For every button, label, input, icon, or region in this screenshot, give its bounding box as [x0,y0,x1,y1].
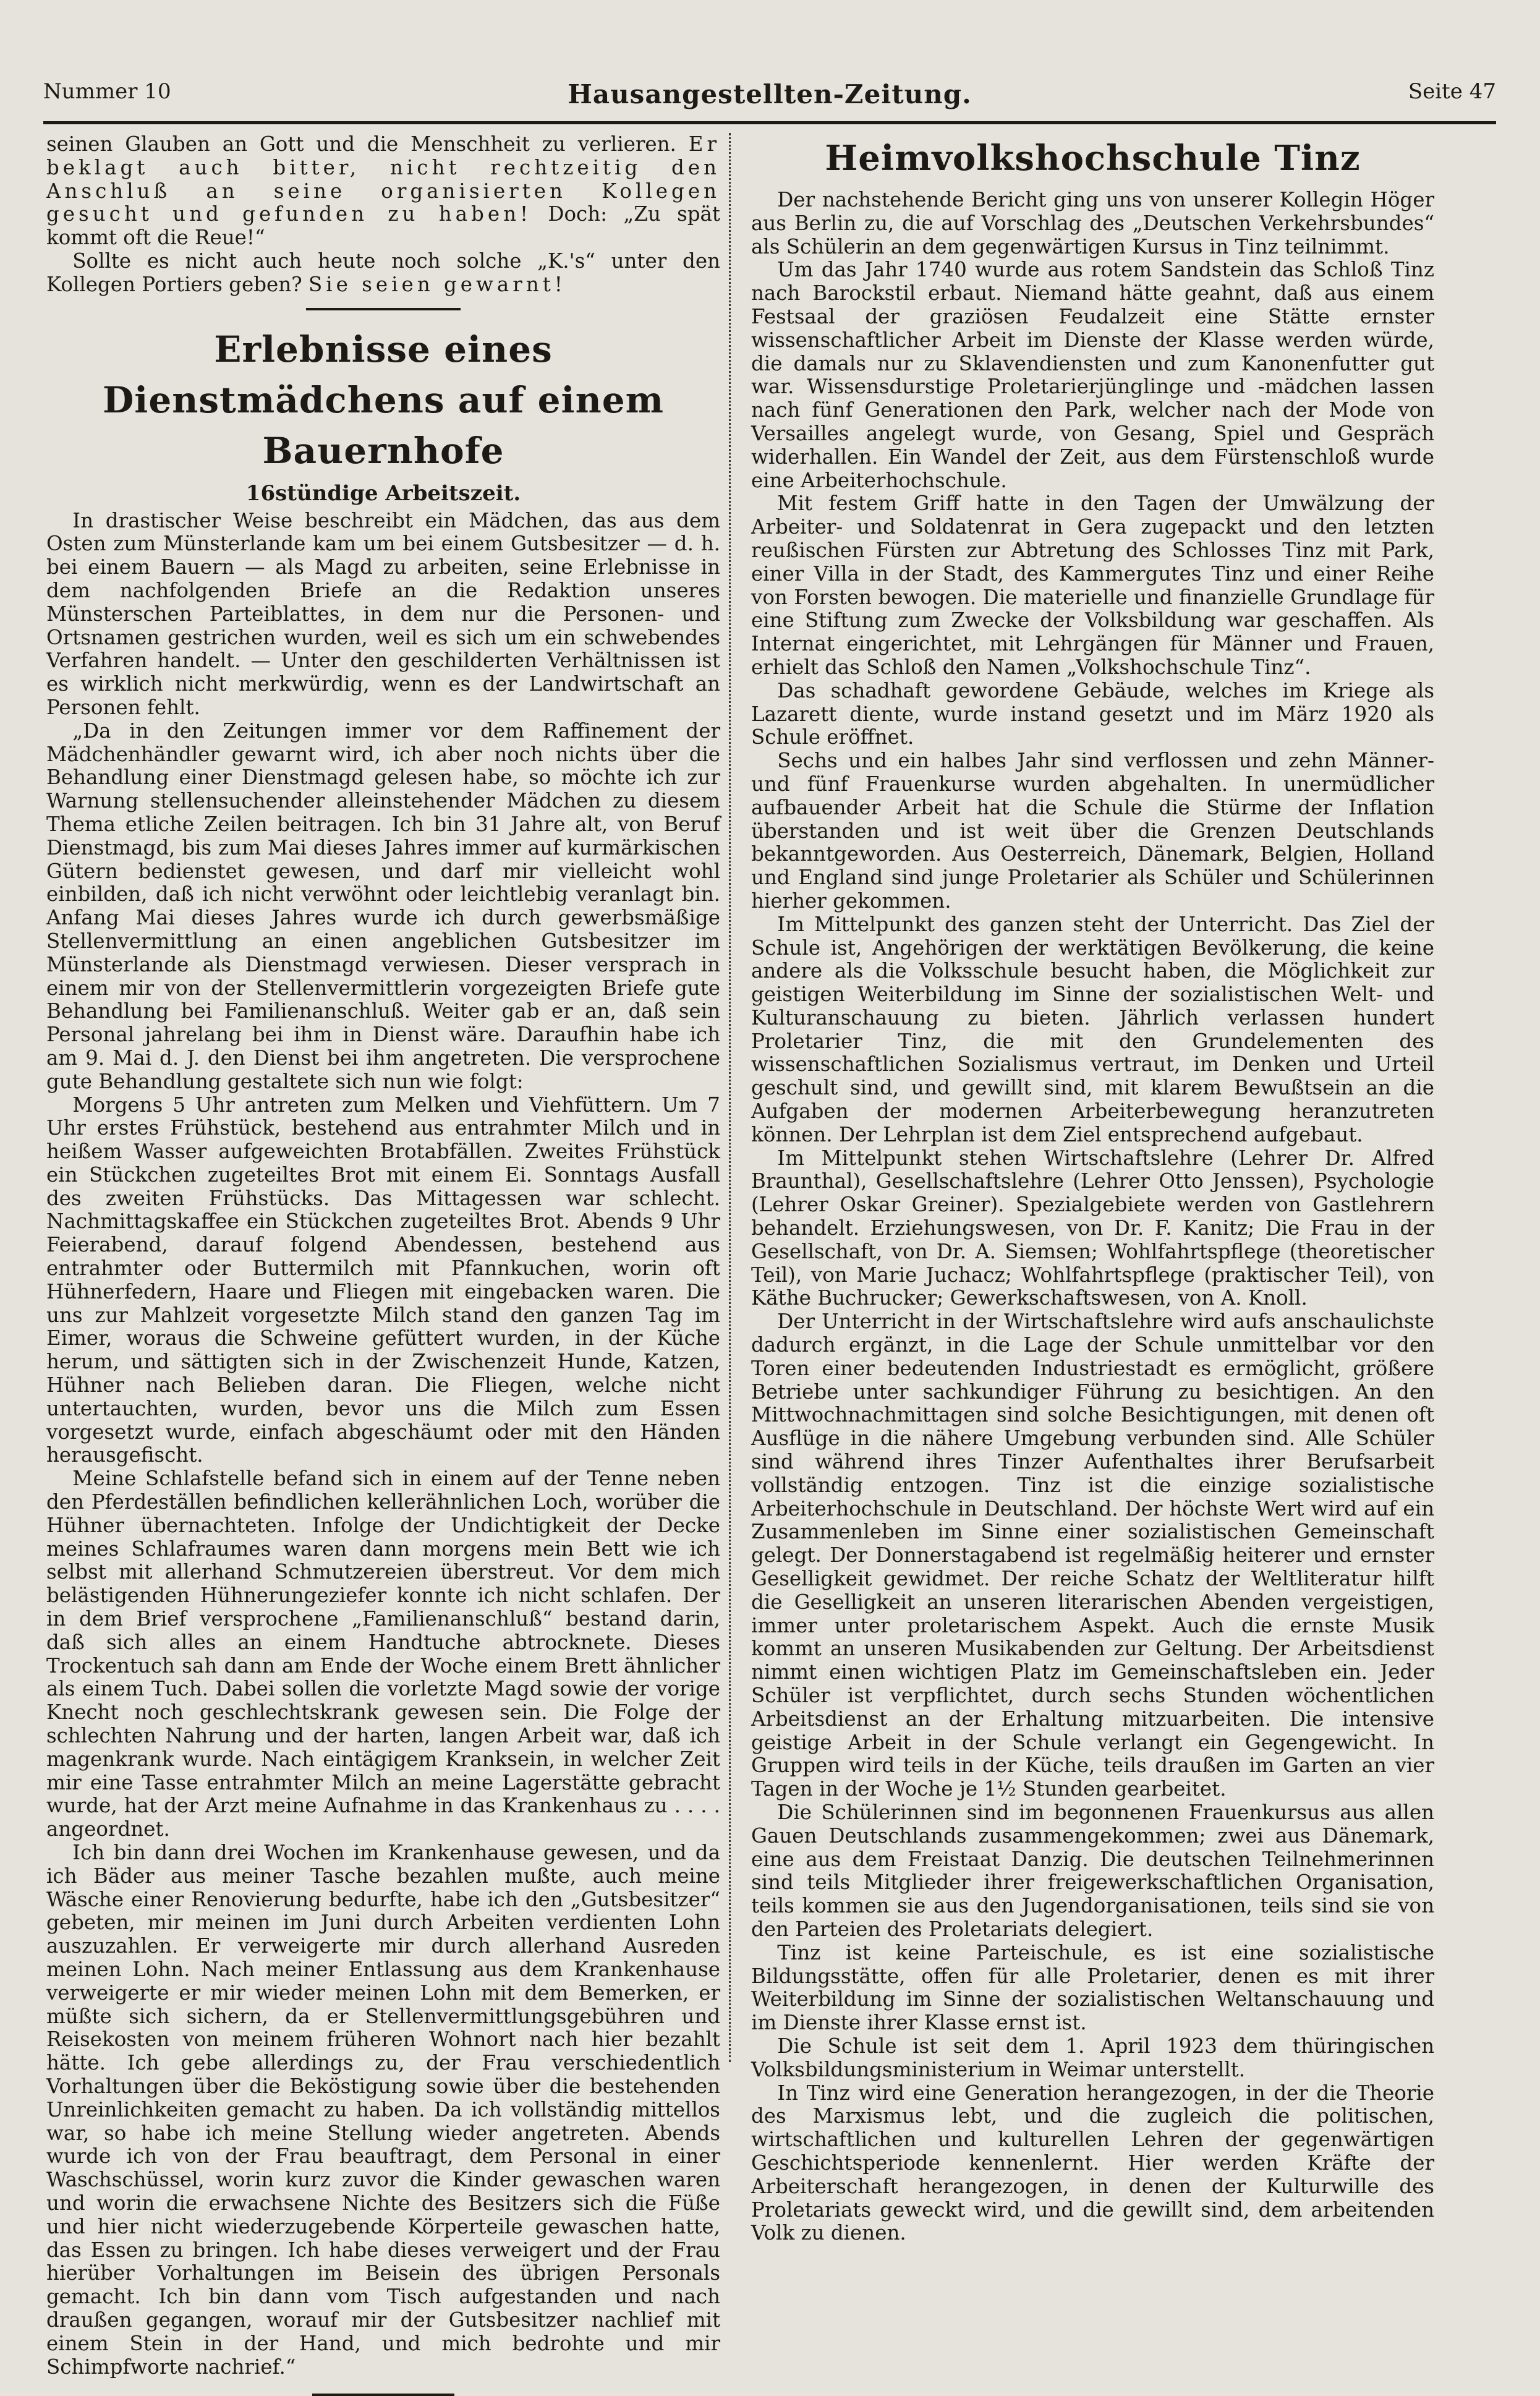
newspaper-title: Hausangestellten-Zeitung. [568,79,972,109]
article-paragraph: Ich bin dann drei Wochen im Krankenhause gewesen, und da ich Bäder aus meiner Tasche bezahlen mußte, auch meine Wäsche einer Renovierung bedurfte, habe ich den „Gutsbesitzer“ gebeten, mir meinen im Juni durch Arbeiten verdienten Lohn auszuzahlen. Er verweigerte mir durch allerhand Ausreden meinen Lohn. Nach meiner Entlassung aus dem Krankenhause verweigerte er mir wieder meinen Lohn mit dem Bemerken, er müßte sich sichern, da er Stellenvermittlungsgebühren und Reisekosten von meinem früheren Wohnort nach hier bezahlt hätte. Ich gebe allerdings zu, der Frau verschiedentlich Vorhaltungen über die Beköstigung sowie über die bestehenden Unreinlichkeiten gemacht zu haben. Da ich vollständig mittellos war, so habe ich meine Stellung wieder angetreten. Abends wurde ich von der Frau beauftragt, dem Personal in einer Waschschüssel, worin kurz zuvor die Kinder gewaschen waren und worin die erwachsene Nichte des Besitzers sich die Füße und hier nicht wiederzugebende Körperteile gewaschen hatte, das Essen zu bringen. Ich habe dieses verweigert und der Frau hierüber Vorhaltungen im Beisein des übrigen Personals gemacht. Ich bin dann vom Tisch aufgestanden und nach draußen gegangen, worauf mir der Gutsbesitzer nachlief mit einem Stein in der Hand, und mich bedrohte und mir Schimpfworte nachrief.“ [46,1841,720,2379]
intro-text: seinen Glauben an Gott und die Menschheit zu verlieren. [46,132,676,156]
end-divider [312,2394,454,2396]
article-headline-right: Heimvolkshochschule Tinz [825,138,1361,179]
article-paragraph: Der Unterricht in der Wirtschaftslehre wird aufs anschaulichste dadurch ergänzt, in die Lage der Schule unmittelbar vor den Toren einer bedeutenden Industriestadt es ermöglicht, größere Betriebe unter sachkundiger Führung zu besichtigen. An den Mittwochnachmittagen sind solche Besichtigungen, mit denen oft Ausflüge in die nähere Umgebung verbunden sind. Alle Schüler sind während ihres Tinzer Aufenthaltes ihrer Berufsarbeit vollständig entzogen. Tinz ist die einzige sozialistische Arbeiterhochschule in Deutschland. Der höchste Wert wird auf ein Zusammenleben im Sinne einer sozialistischen Gemeinschaft gelegt. Der Donnerstagabend ist regelmäßig heiterer und ernster Geselligkeit gewidmet. Der reiche Schatz der Weltliteratur hilft die Geselligkeit an unseren literarischen Abenden vergeistigen, immer unter proletarischem Aspekt. Auch die ernste Musik kommt an unseren Musikabenden zur Geltung. Der Arbeitsdienst nimmt einen wichtigen Platz im Gemeinschaftsleben ein. Jeder Schüler ist verpflichtet, durch sechs Stunden wöchentlichen Arbeitsdienst an der Erhaltung mitzuarbeiten. Die intensive geistige Arbeit in der Schule verlangt ein Gegengewicht. In Gruppen wird teils in der Küche, teils draußen im Garten an vier Tagen in der Woche je 1½ Stunden gearbeitet. [751,1310,1434,1801]
article-paragraph: Mit festem Griff hatte in den Tagen der Umwälzung der Arbeiter- und Soldatenrat in Gera zugepackt und den letzten reußischen Fürsten zur Abtretung des Schlosses Tinz mit Park, einer Villa in der Stadt, des Kammergutes Tinz und einer Reihe von Forsten bewogen. Die materielle und finanzielle Grundlage für eine Stiftung zum Zwecke der Volksbildung war geschaffen. Als Internat eingerichtet, mit Lehrgängen für Männer und Frauen, erhielt das Schloß den Namen „Volkshochschule Tinz“. [751,492,1434,679]
article-paragraph: Um das Jahr 1740 wurde aus rotem Sandstein das Schloß Tinz nach Barockstil erbaut. Niemand hätte geahnt, daß aus einem Festsaal der graziösen Feudalzeit eine Stätte ernster wissenschaftlicher Arbeit im Dienste der Klasse werden würde, die damals nur zu Sklavendiensten und zum Kanonenfutter gut war. Wissensdurstige Proletarierjünglinge und -mädchen lassen nach fünf Generationen den Park, welcher nach der Mode von Versailles angelegt wurde, von Gesang, Spiel und Gespräch widerhallen. Ein Wandel der Zeit, aus dem Fürstenschloß wurde eine Arbeiterhochschule. [751,258,1434,492]
intro-spaced-text: Er beklagt auch bitter, nicht rechtzeitig den Anschluß an seine organisierten Kollegen gesucht und gefunden zu haben! [46,132,720,226]
intro-warning: Sie seien gewarnt! [308,272,566,296]
header-rule [43,121,1496,124]
article-paragraph: Im Mittelpunkt stehen Wirtschaftslehre (Lehrer Dr. Alfred Braunthal), Gesellschaftslehre (Lehrer Otto Jenssen), Psychologie (Lehrer Oskar Greiner). Spezialgebiete werden von Gastlehrern behandelt. Erziehungswesen, von Dr. F. Kanitz; Die Frau in der Gesellschaft, von Dr. A. Siemsen; Wohlfahrtspflege (theoretischer Teil), von Marie Juchacz; Wohlfahrtspflege (praktischer Teil), von Käthe Buchrucker; Gewerkschaftswesen, von A. Knoll. [751,1146,1434,1310]
article-paragraph: Das schadhaft gewordene Gebäude, welches im Kriege als Lazarett diente, wurde instand gesetzt und im März 1920 als Schule eröffnet. [751,678,1434,749]
column-divider [729,133,731,2062]
article-paragraph: Die Schule ist seit dem 1. April 1923 dem thüringischen Volksbildungsministerium in Weimar unterstellt. [751,2034,1434,2081]
section-divider [306,308,461,310]
intro-question: Sollte es nicht auch heute noch solche „K.'s“ unter den Kollegen Portiers geben? [46,249,720,296]
issue-number: Nummer 10 [43,79,171,104]
article-paragraph: Der nachstehende Bericht ging uns von unserer Kollegin Höger aus Berlin zu, die auf Vorschlag des „Deutschen Verkehrsbundes“ als Schülerin an dem gegenwärtigen Kursus in Tinz teilnimmt. [751,188,1434,258]
intro-quote: Doch: „Zu spät kommt oft die Reue!“ [46,202,720,250]
article-paragraph: Die Schülerinnen sind im begonnenen Frauenkursus aus allen Gauen Deutschlands zusammengekommen; zwei aus Dänemark, eine aus dem Freistaat Danzig. Die deutschen Teilnehmerinnen sind teils Mitglieder ihrer freigewerkschaftlichen Organisation, teils kommen sie aus den Jugendorganisationen, teils sind sie von den Parteien des Proletariats delegiert. [751,1800,1434,1941]
left-column [46,133,720,2396]
article-headline-left: Erlebnisse eines Dienstmädchens auf einem Bauernhofe [102,328,665,472]
article-paragraph: Tinz ist keine Parteischule, es ist eine sozialistische Bildungsstätte, offen für alle Proletarier, denen es mit ihrer Weiterbildung im Sinne der sozialistischen Weltanschauung und im Dienste ihrer Klasse ernst ist. [751,1940,1434,2035]
article-paragraph: Sechs und ein halbes Jahr sind verflossen und zehn Männer- und fünf Frauenkurse wurden abgehalten. In unermüdlicher aufbauender Arbeit hat die Schule die Stürme der Inflation überstanden und ist weit über die Grenzen Deutschlands bekanntgeworden. Aus Oesterreich, Dänemark, Belgien, Holland und England sind junge Proletarier als Schüler und Schülerinnen hierher gekommen. [751,749,1434,913]
article-paragraph: Im Mittelpunkt des ganzen steht der Unterricht. Das Ziel der Schule ist, Angehörigen der werktätigen Bevölkerung, die keine andere als die Volksschule besucht haben, die Möglichkeit zur geistigen Weiterbildung im Sinne der sozialistischen Welt- und Kulturanschauung zu bieten. Jährlich verlassen hundert Proletarier Tinz, die mit den Grundelementen des wissenschaftlichen Sozialismus vertraut, im Denken und Urteil geschult sind, und gewillt sind, mit klarem Bewußtsein an die Aufgaben der modernen Arbeiterbewegung heranzutreten können. Der Lehrplan ist dem Ziel entsprechend aufgebaut. [751,912,1434,1146]
article-subheadline: 16stündige Arbeitszeit. [245,480,521,506]
article-paragraph: In drastischer Weise beschreibt ein Mädchen, das aus dem Osten zum Münsterlande kam um bei einem Gutsbesitzer — d. h. bei einem Bauern — als Magd zu arbeiten, seine Erlebnisse in dem nachfolgenden Briefe an die Redaktion unseres Münsterschen Parteiblattes, in dem nur die Personen- und Ortsnamen gestrichen wurden, weil es sich um ein schwebendes Verfahren handelt. — Unter den geschilderten Verhältnissen ist es wirklich nicht merkwürdig, wenn es der Landwirtschaft an Personen fehlt. [46,508,720,719]
intro-paragraph-2 [46,250,720,297]
article-paragraph: Morgens 5 Uhr antreten zum Melken und Viehfüttern. Um 7 Uhr erstes Frühstück, bestehend aus entrahmter Milch und in heißem Wasser aufgeweichten Brotabfällen. Zweites Frühstück ein Stückchen zugeteiltes Brot mit einem Ei. Sonntags Ausfall des zweiten Frühstücks. Das Mittagessen war schlecht. Nachmittagskaffee ein Stückchen zugeteiltes Brot. Abends 9 Uhr Feierabend, darauf folgend Abendessen, bestehend aus entrahmter oder Buttermilch mit Pfannkuchen, worin oft Hühnerfedern, Haare und Fliegen mit eingebacken waren. Die uns zur Mahlzeit vorgesetzte Milch stand den ganzen Tag im Eimer, woraus die Schweine gefüttert wurden, in der Küche herum, und sättigten sich in der Zwischenzeit Hunde, Katzen, Hühner nach Belieben daran. Die Fliegen, welche nicht untertauchten, wurden, bevor uns die Milch zum Essen vorgesetzt wurde, einfach abgeschäumt oder mit den Händen herausgefischt. [46,1093,720,1467]
intro-paragraph-1 [46,133,720,250]
article-paragraph: In Tinz wird eine Generation herangezogen, in der die Theorie des Marxismus lebt, und die zugleich die politischen, wirtschaftlichen und kulturellen Lehren der gegenwärtigen Geschichtsperiode kennenlernt. Hier werden Kräfte der Arbeiterschaft herangezogen, in denen der Kulturwille des Proletariats geweckt wird, und die gewillt sind, dem arbeitenden Volk zu dienen. [751,2081,1434,2245]
right-column [751,133,1434,2245]
article-paragraph: „Da in den Zeitungen immer vor dem Raffinement der Mädchenhändler gewarnt wird, ich aber noch nichts über die Behandlung einer Dienstmagd gelesen habe, so möchte ich zur Warnung stellensuchender alleinstehender Mädchen zu diesem Thema etliche Zeilen beitragen. Ich bin 31 Jahre alt, von Beruf Dienstmagd, bis zum Mai dieses Jahres immer auf kurmärkischen Gütern bedienstet gewesen, und darf mir vielleicht wohl einbilden, daß ich nicht verwöhnt oder leichtlebig veranlagt bin. Anfang Mai dieses Jahres wurde ich durch gewerbsmäßige Stellenvermittlung an einen angeblichen Gutsbesitzer im Münsterlande als Dienstmagd verwiesen. Dieser versprach in einem mir von der Stellenvermittlerin vorgezeigten Briefe gute Behandlung bei Familienanschluß. Weiter gab er an, daß sein Personal jahrelang bei ihm in Dienst wäre. Daraufhin habe ich am 9. Mai d. J. den Dienst bei ihm angetreten. Die versprochene gute Behandlung gestaltete sich nun wie folgt: [46,718,720,1093]
article-paragraph: Meine Schlafstelle befand sich in einem auf der Tenne neben den Pferdeställen befindlichen kellerähnlichen Loch, worüber die Hühner übernachteten. Infolge der Undichtigkeit der Decke meines Schlafraumes waren dann morgens mein Bett wie ich selbst mit allerhand Schmutzereien überstreut. Vor dem mich belästigenden Hühnerungeziefer konnte ich nicht schlafen. Der in dem Brief versprochene „Familienanschluß“ bestand darin, daß sich alles an einem Handtuche abtrocknete. Dieses Trockentuch sah dann am Ende der Woche einem Brett ähnlicher als einem Tuch. Dabei sollen die vorletzte Magd sowie der vorige Knecht noch geschlechtskrank gewesen sein. Die Folge der schlechten Nahrung und der harten, langen Arbeit war, daß ich magenkrank wurde. Nach eintägigem Kranksein, in welcher Zeit mir eine Tasse entrahmter Milch an meine Lagerstätte gebracht wurde, hat der Arzt meine Aufnahme in das Krankenhaus zu . . . . angeordnet. [46,1467,720,1841]
page-number: Seite 47 [1408,79,1496,104]
